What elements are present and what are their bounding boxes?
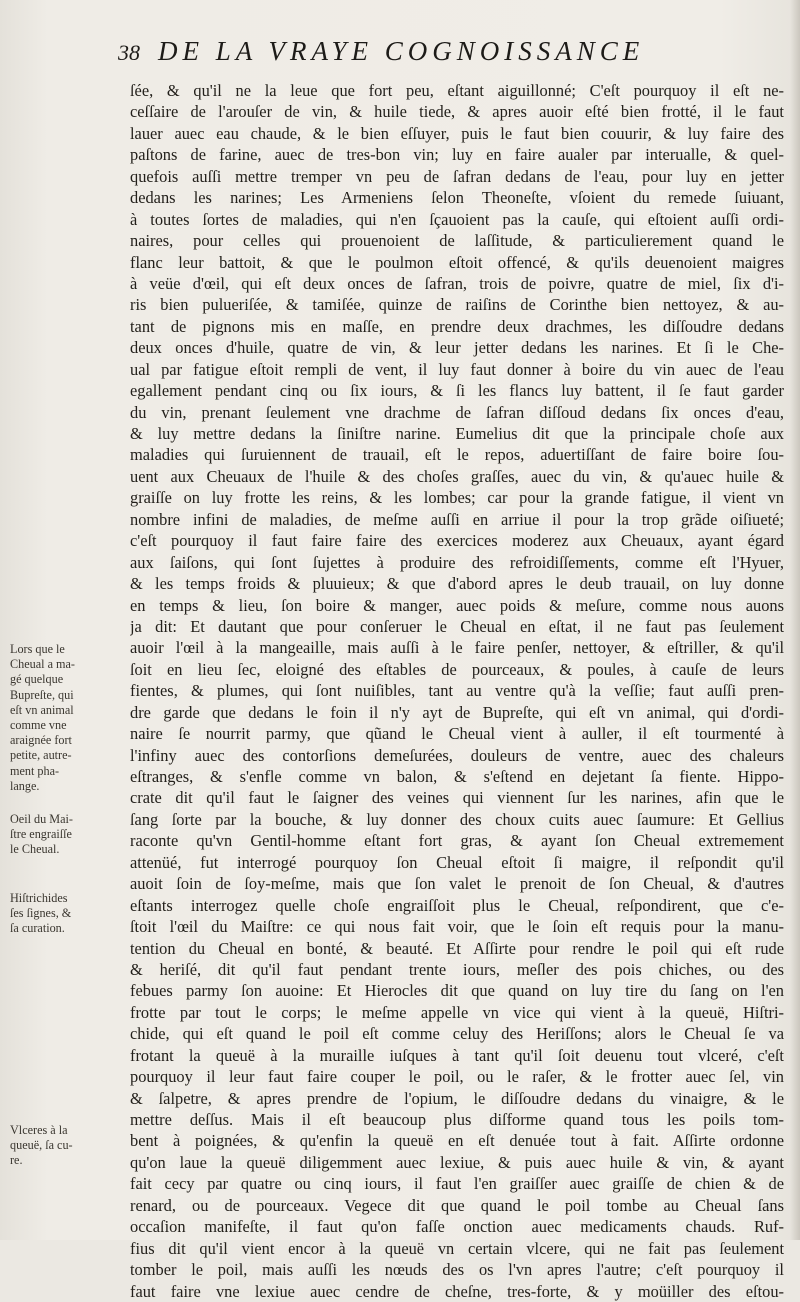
text-line: ris bien pulueriſée, & tamiſée, quinze de raiſins de Corinthe bien nettoyez, & au-	[130, 295, 784, 315]
margin-note-line: Oeil du Mai-	[10, 812, 73, 826]
margin-note-line: lange.	[10, 778, 40, 793]
text-line: fait cecy par quatre ou cinq iours, il faut l'en graiſſer auec graiſſe de chien & de	[130, 1174, 784, 1194]
text-line: auoit ſoin de ſoy-meſme, mais que ſon valet le prenoit de ſon Cheual, & d'autres	[130, 874, 784, 894]
page-number: 38	[118, 40, 140, 65]
text-line: quefois auſſi mettre tremper vn peu de ſafran dedans de l'eau, pour luy en jetter	[130, 166, 784, 186]
margin-note-line: comme vne	[10, 718, 67, 733]
text-line: occaſion manifeſte, il faut qu'on faſſe onction auec medicaments chauds. Ruf-	[130, 1217, 784, 1237]
margin-note-line: queuë, ſa cu-	[10, 1138, 73, 1153]
text-line: raconte qu'vn Gentil-homme eſtant fort gras, & ayant ſon Cheual extremement	[130, 831, 784, 851]
text-line: ſang ſorte par la bouche, & luy donner des choux cuits auec ſaumure: Et Gellius	[130, 809, 784, 829]
text-line: ual par fatigue eſtoit rempli de vent, il luy faut donner à boire du vin auec de l'eau	[130, 359, 784, 379]
text-line: à veüe d'œil, qui eſt deux onces de ſafran, trois de poivre, quatre de miel, ſix d'i-	[130, 273, 784, 293]
text-line: lauer auec eau chaude, & le bien eſſuyer, puis le faut bien couurir, & luy faire des	[130, 123, 784, 143]
text-line: maladies qui ſuruiennent de trauail, eſt le repos, aduertiſſant de faire boire ſou-	[130, 445, 784, 465]
margin-note-line: ſtre engraiſſe	[10, 827, 72, 842]
text-line: ja dit: Et dautant que pour conſeruer le Cheual en eſtat, il ne faut pas ſeulement	[130, 616, 784, 636]
text-line: frotte par tout le corps; le meſme appelle vn vice qui vient à la queuë, Hiſtri-	[130, 1002, 784, 1022]
text-line: tention du Cheual en bonté, & beauté. Et Aſſirte pour rendre le poil qui eſt rude	[130, 938, 784, 958]
text-line: en temps & lieu, ſon boire & manger, auec poids & meſure, comme nous auons	[130, 595, 784, 615]
text-line: & heriſé, dit qu'il faut pendant trente iours, meſler des pois chiches, ou des	[130, 959, 784, 979]
text-line: naire ſe nourrit parmy, que qũand le Cheual vient à auller, il eſt tourmenté à	[130, 724, 784, 744]
text-line: mettre deſſus. Mais il eſt beaucoup plus diſforme quand tous les poils tom-	[130, 1110, 784, 1129]
margin-note-line: Bupreſte, qui	[10, 687, 74, 702]
text-line: graiſſe on luy frotte les reins, & les lombes; car pour la grande fatigue, il vient vn	[130, 488, 784, 508]
text-line: c'eſt pourquoy il faut faire faire des exercices moderez aux Cheuaux, ayant égard	[130, 531, 784, 551]
page-edge-shadow	[790, 0, 800, 1240]
text-line: eſtranges, & s'enfle comme vn balon, & s'eſtend en dejetant ſa fiente. Hippo-	[130, 767, 784, 786]
text-line: & ſalpetre, & apres prendre de l'opium, le diſſoudre dedans du vinaigre, & le	[130, 1088, 784, 1108]
text-line: paſtons de farine, auec de tres-bon vin; luy en faire aualer par interualle, & quel-	[130, 145, 784, 165]
margin-note-line: Lors que le	[10, 642, 65, 656]
text-line: ſoit en lieu ſec, eloigné des eſtables de pourceaux, & poules, à cauſe de leurs	[130, 659, 784, 679]
running-title: DE LA VRAYE COGNOISSANCE	[158, 36, 645, 66]
text-line: naires, pour celles qui prouenoient de laſſitude, & particulierement quand le	[130, 231, 784, 251]
body-text	[130, 80, 784, 1302]
text-line: fius dit qu'il vient encor à la queuë vn certain vlcere, qui ne fait pas ſeulement	[130, 1238, 784, 1258]
text-line: aux ſaiſons, qui ſont ſujettes à produire des refroidiſſements, comme eſt l'Hyuer,	[130, 552, 784, 572]
margin-note-line: ment pha-	[10, 763, 60, 778]
text-line: qu'on laue la queuë diligemment auec lexiue, & puis auec huile & vin, & ayant	[130, 1152, 784, 1172]
margin-note-bupreste	[10, 642, 122, 794]
margin-note-histrichides	[10, 891, 122, 937]
margin-note-line: re.	[10, 1153, 23, 1168]
text-line: uent aux Cheuaux de l'huile & des choſes graſſes, auec du vin, & qu'auec huile &	[130, 466, 784, 486]
margin-note-line: gé quelque	[10, 672, 64, 687]
text-line: deux onces d'huile, quatre de vin, & leur jetter dedans les narines. Et ſi le Che-	[130, 338, 784, 358]
text-line: tant de pignons mis en maſſe, en prendre deux drachmes, les diſſoudre dedans	[130, 316, 784, 336]
text-line: & les temps froids & pluuieux; & que d'abord apres le deub trauail, on luy donne	[130, 574, 784, 594]
text-line: l'infiny auec des contorſions demeſurées, douleurs de ventre, auec des chaleurs	[130, 745, 784, 765]
text-line: febues parmy ſon auoine: Et Hierocles dit que quand on luy tire du ſang on l'en	[130, 981, 784, 1001]
text-line: crate dit qu'il faut le ſaigner des veines qui viennent ſur les narines, afin que le	[130, 788, 784, 808]
text-line: auoir l'œil à la mangeaille, mais auſſi à le faire penſer, nettoyer, & eſtriller, & qu'il	[130, 638, 784, 658]
margin-note-line: ſa curation.	[10, 921, 65, 936]
text-line: eſtants interrogez quelle choſe engraiſſoit plus le Cheual, reſpondirent, que c'e-	[130, 895, 784, 915]
text-line: tomber le poil, mais auſſi les nœuds des os l'vn apres l'autre; c'eſt pourquoy il	[130, 1260, 784, 1280]
margin-note-line: Cheual a ma-	[10, 657, 75, 672]
text-line: nombre infini de maladies, de meſme auſſi en arriue il pour la trop grãde oiſiueté;	[130, 509, 784, 529]
margin-note-line: petite, autre-	[10, 748, 72, 763]
text-line: dedans les narines; Les Armeniens ſelon Theoneſte, vſoient du remede ſuiuant,	[130, 188, 784, 208]
text-line: ſée, & qu'il ne la leue que fort peu, eſtant aiguillonné; C'eſt pourquoy il eſt ne-	[130, 81, 784, 100]
margin-note-oeil-du-maistre	[10, 812, 122, 858]
margin-note-line: eſt vn animal	[10, 702, 74, 717]
margin-note-line: ſes ſignes, &	[10, 906, 72, 921]
text-line: renard, ou de pourceaux. Vegece dit que quand le poil tombe au Cheual ſans	[130, 1195, 784, 1215]
text-line: flanc leur battoit, & que le poulmon eſtoit offencé, & qu'ils deuenoient maigres	[130, 252, 784, 272]
text-line: faut faire vne lexiue auec cendre de cheſne, tres-forte, & y moüiller des eſtou-	[130, 1281, 784, 1301]
margin-note-line: Vlceres à la	[10, 1123, 68, 1137]
text-line: dre garde que dedans le foin il n'y ayt de Bupreſte, qui eſt vn animal, qui d'ordi-	[130, 702, 784, 722]
margin-note-line: araignée fort	[10, 733, 72, 748]
text-line: à toutes ſortes de maladies, qui n'en ſçauoient pas la cauſe, qui eſtoient auſſi ordi-	[130, 209, 784, 229]
text-line: & luy mettre dedans la ſiniſtre narine. Eumelius dit que la principale choſe aux	[130, 424, 784, 443]
text-line: frotant la queuë à la muraille iuſques à tant qu'il ſoit deuenu tout vlceré, c'eſt	[130, 1045, 784, 1065]
text-line: ſtoit l'œil du Maiſtre: ce qui nous fait voir, que le ſoin eſt requis pour la manu-	[130, 917, 784, 937]
text-line: attenüé, fut interrogé pourquoy ſon Cheual eſtoit ſi maigre, il reſpondit qu'il	[130, 852, 784, 872]
text-line: ceſſaire de l'arouſer de vin, & huile tiede, & apres auoir eſté bien frotté, il le faut	[130, 102, 784, 122]
text-line: pourquoy il leur faut faire couper le poil, ou le raſer, & le frotter auec ſel, vin	[130, 1067, 784, 1087]
margin-note-vlceres	[10, 1123, 122, 1169]
margin-note-line: Hiſtrichides	[10, 891, 68, 905]
text-line: bent à poignées, & qu'enfin la queuë en eſt denuée tout à fait. Aſſirte ordonne	[130, 1131, 784, 1151]
margin-note-line: le Cheual.	[10, 842, 60, 857]
text-line: egallement pendant cinq ou ſix iours, & ſi les flancs luy battent, il ſe faut garder	[130, 381, 784, 401]
text-line: chide, qui eſt quand le poil eſt comme celuy des Heriſſons; alors le Cheual ſe va	[130, 1024, 784, 1044]
text-line: fientes, & plumes, qui ſont nuiſibles, tant au ventre qu'à la veſſie; faut auſſi pren-	[130, 681, 784, 701]
text-line: du vin, prenant ſeulement vne drachme de ſafran diſſoud dedans ſix onces d'eau,	[130, 402, 784, 422]
page-header	[118, 36, 778, 72]
